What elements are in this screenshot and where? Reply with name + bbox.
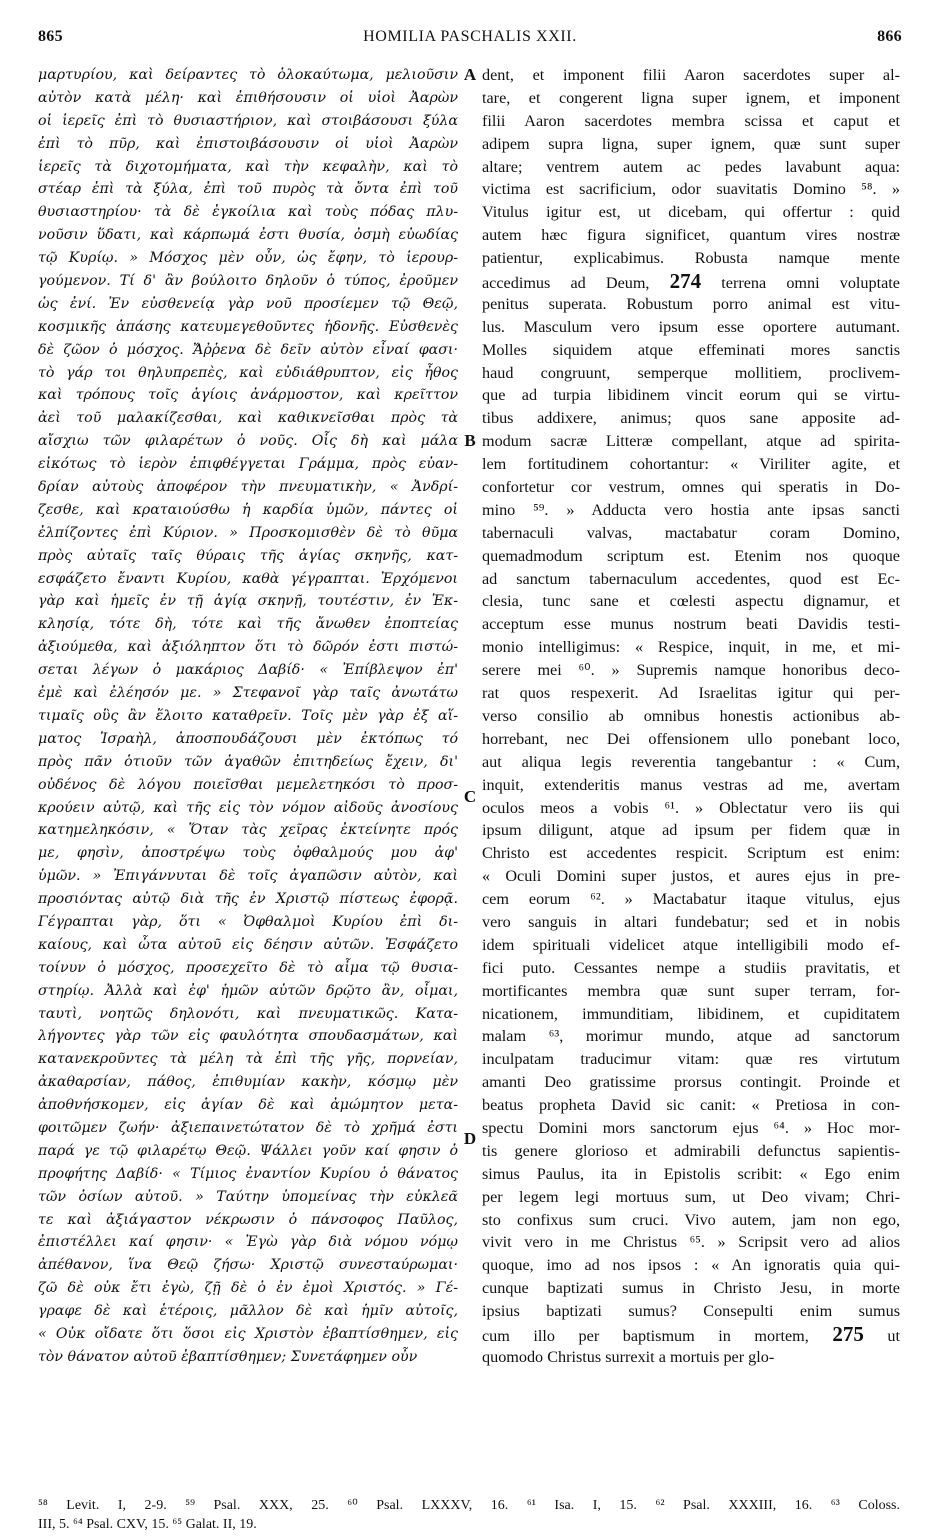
greek-text-line: πρὸς αὐταῖς ταῖς θύραις τῆς ἁγίας σκηνῆς, κατ- [38, 547, 458, 564]
latin-text-line: cunque baptizati sumus in Christo Jesu, in morte [482, 1279, 900, 1298]
latin-text-line: Molles siquidem atque effeminati mores sanctis [482, 340, 900, 359]
latin-text-line: inquit, extenderitis manus vestras ad me, avertam [482, 775, 900, 794]
latin-text-line: vero sanguis in altari fundebatur; sed et in nobis [482, 912, 900, 931]
latin-text-line: nicationem, immunditiam, libidinem, et cupiditatem [482, 1004, 900, 1023]
latin-text-line: penitus superata. Robustum porro animal est vitu- [482, 294, 900, 313]
running-title: HOMILIA PASCHALIS XXII. [363, 28, 577, 45]
greek-text-line: κρούειν αὐτῷ, καὶ τῆς εἰς τὸν νόμον αἰδοῦς ἀνοσίους [38, 799, 458, 816]
latin-text-line: mino ⁵⁹. » Adducta vero hostia ante ipsas sancti [482, 500, 900, 519]
text-columns [38, 64, 900, 1492]
greek-text-line: τοίνυν ὁ μόσχος, προσεχεῖτο δὲ τὸ αἷμα τῷ θυσια- [38, 959, 458, 976]
greek-text-line: ἀξιούμεθα, καὶ ἀξιόληπτον ὅτι τὸ δῶρόν ἐστι πιστώ- [38, 639, 458, 656]
greek-column [38, 64, 458, 1492]
latin-text-line: per legem legi mortuus sum, ut Deo vivam; Chri- [482, 1187, 900, 1206]
latin-text-line: fici puto. Cessantes nempe a studiis pravitatis, et [482, 958, 900, 977]
greek-text-line: τε καὶ ἀξιάγαστον νέκρωσιν ὁ πάνσοφος Παῦλος, [38, 1211, 458, 1228]
latin-text-line: ipsum diligunt, atque ad ipsum per fidem quæ in [482, 821, 900, 840]
latin-text-line: vivit vero in me Christus ⁶⁵. » Scripsit vero ad alios [482, 1233, 900, 1252]
latin-text-line [482, 270, 900, 293]
greek-text-line: καὶ τρόπους τοῖς ἁγίοις ἀνάρμοστον, καὶ κρεῖττον [38, 387, 458, 404]
greek-text-line: γραφε δὲ καὶ ἑτέροις, μᾶλλον δὲ καὶ ἡμῖν αὐτοῖς, [38, 1303, 458, 1320]
greek-text-line: τῶν ὁσίων αὐτοῦ. » Ταύτην ὑπομείνας τὴν εὐκλεᾶ [38, 1188, 458, 1205]
latin-text-line: lem fortitudinem cohortantur: « Viriliter agite, et [482, 455, 900, 474]
greek-text-line: ὡς ἐνί. Ἐν εὐσθενείᾳ γὰρ νοῦ προσίεμεν τῷ Θεῷ, [38, 295, 458, 312]
latin-text-line: aut aliqua legis reverentia tangebantur : « Cum, [482, 752, 900, 771]
latin-text-line: malam ⁶³, morimur mundo, atque ad sanctorum [482, 1027, 900, 1046]
greek-text-line: ἀποθνήσκομεν, εἰς ἁγίαν δὲ καὶ ἀμώμητον μετα- [38, 1097, 458, 1114]
text-fragment: terrena omni voluptate [701, 274, 900, 293]
greek-text-line: στηρίῳ. Ἀλλὰ καὶ ἐφ' ἡμῶν αὐτῶν δρῷτο ἂν, οἶμαι, [38, 982, 458, 999]
greek-text-line: Γέγραπται γὰρ, ὅτι « Ὀφθαλμοὶ Κυρίου ἐπὶ δι- [38, 913, 458, 930]
greek-text-line: αὐτὸν κατὰ μέλη· καὶ ἐπιθήσουσιν οἱ υἱοὶ Ἀαρὼν [38, 89, 458, 106]
greek-text-line: στέαρ ἐπὶ τὰ ξύλα, ἐπὶ τοῦ πυρὸς τὰ ὄντα ἐπὶ τοῦ [38, 181, 458, 198]
greek-text-line: λήγοντες γὰρ τῶν εἰς φαυλότητα σπουδασμάτων, καὶ [38, 1028, 458, 1045]
greek-text-line: φοιτῶμεν ζωήν· ἀξιεπαινετώτατον δὲ τὸ χρῆμά ἐστι [38, 1119, 458, 1136]
latin-text-line: ipsius baptizati sumus? Consepulti enim sumus [482, 1302, 900, 1321]
greek-text-line: ζεσθε, καὶ κραταιούσθω ἡ καρδία ὑμῶν, πάντες οἱ [38, 501, 458, 518]
latin-text-line: quemadmodum scriptum est. Etenim nos quoque [482, 546, 900, 565]
latin-text-line: altare; ventrem autem ac pedes lavabunt aqua: [482, 157, 900, 176]
greek-text-line: τιμαῖς οὓς ἂν ἕλοιτο καταθρεῖν. Τοῖς μὲν γὰρ ἐξ αἵ- [38, 707, 458, 724]
greek-text-line: ἐλπίζοντες ἐπὶ Κύριον. » Προσκομισθὲν δὲ τὸ θῦμα [38, 524, 458, 541]
latin-text-line: autem hæc figura significet, quantum vires nostræ [482, 226, 900, 245]
latin-text-line: idem spirituali videlicet atque intelligibili modo ef- [482, 935, 900, 954]
latin-text-line: filii Aaron sacerdotes membra scissa et caput et [482, 111, 900, 130]
greek-text-line: αἴσχιω τῶν φιλαρέτων ὁ νοῦς. Οἷς δὴ καὶ μάλα [38, 433, 458, 450]
latin-text-line: tibus addixere, animus; quos sane apposite ad- [482, 409, 900, 428]
latin-text-line: simus Paulus, ita in Epistolis scribit: « Ego enim [482, 1164, 900, 1183]
footnote-line: ⁵⁸ Levit. I, 2-9. ⁵⁹ Psal. XXX, 25. ⁶⁰ Psal. LXXXV, 16. ⁶¹ Isa. I, 15. ⁶² Psal. XXXIII, 16. ⁶³ Coloss. [38, 1498, 900, 1513]
latin-text-line: monio intelligimus: « Respice, inquit, in me, et mi- [482, 638, 900, 657]
greek-text-line: εσφάζετο ἔναντι Κυρίου, καθὰ γέγραπται. Ἐρχόμενοι [38, 570, 458, 587]
latin-text-line: victima est sacrificium, odor suavitatis Domino ⁵⁸. » [482, 180, 900, 199]
edition-page-number: 275 [832, 1321, 864, 1346]
latin-text-line: Vitulus igitur est, ut dicebam, qui offertur : quid [482, 203, 900, 222]
greek-text-line: ταυτὶ, νοητῶς δηλονότι, καὶ πνευματικῶς. Κατα- [38, 1005, 458, 1022]
latin-text-line: spectu Domini mors sanctorum ejus ⁶⁴. » Hoc mor- [482, 1118, 900, 1137]
edition-page-number: 274 [669, 269, 702, 294]
margin-marker-b: B [464, 431, 476, 450]
greek-text-line: με, φησὶν, ἀποστρέψω τοὺς ὀφθαλμούς μου ἀφ' [38, 845, 458, 862]
latin-text-line: confortetur cor vestrum, omnes qui speratis in Do- [482, 478, 900, 497]
latin-text-line: patientur, explicabimus. Robusta namque mente [482, 249, 900, 268]
latin-text-line: tis genere glorioso et admirabili defunctus sapientis- [482, 1141, 900, 1160]
latin-text-line: haud congruunt, semperque mollitiem, proclivem- [482, 363, 900, 382]
text-fragment: accedimus ad Deum, [482, 274, 670, 293]
greek-text-line: παρά γε τῷ φιλαρέτῳ Θεῷ. Ψάλλει γοῦν καί φησιν ὁ [38, 1142, 458, 1159]
greek-text-line: κατημεληκόσιν, « Ὅταν τὰς χεῖρας ἐκτείνητε πρός [38, 822, 458, 839]
latin-text-line: inculpatam traducimur vitam: quæ res virtutum [482, 1050, 900, 1069]
latin-text-line: que ad turpia libidinem vincit eorum qui se virtu- [482, 386, 900, 405]
latin-text-line: tabernaculi valvas, mactabatur coram Domino, [482, 523, 900, 542]
greek-text-line: σεται λέγων ὁ μακάριος Δαβίδ· « Ἐπίβλεψον ἐπ' [38, 662, 458, 679]
margin-marker-c: C [463, 787, 477, 806]
greek-text-line: θυσιαστηρίου· τὰ δὲ ἐγκοίλια καὶ τοὺς πόδας πλυ- [38, 204, 458, 221]
greek-text-line: γούμενον. Τί δ' ἂν βούλοιτο δηλοῦν ὁ τύπος, ἐροῦμεν [38, 273, 458, 290]
latin-text-line: Christo est accedentes respicit. Scriptum est enim: [482, 844, 900, 863]
greek-text-line: ἀκαθαρσίαν, πάθος, ἐπιθυμίαν κακὴν, κόσμῳ μὲν [38, 1074, 458, 1091]
greek-text-line: τὸν θάνατον αὐτοῦ ἐβαπτίσθημεν; Συνετάφημεν οὖν [38, 1348, 418, 1365]
page-number-right: 866 [877, 28, 902, 45]
greek-text-line: τῷ Κυρίῳ. » Μόσχος μὲν οὖν, ὡς ἔφην, τὸ ἱερουρ- [38, 250, 458, 267]
greek-text-line: δρίαν αὐτοὺς ἀποφέρον τὴν πνευματικὴν, « Ἀνδρί- [38, 479, 458, 496]
latin-text-line: « Oculi Domini super justos, et aures ejus in pre- [482, 867, 900, 886]
greek-text-line: « Οὐκ οἴδατε ὅτι ὅσοι εἰς Χριστὸν ἐβαπτίσθημεν, εἰς [38, 1325, 458, 1342]
latin-text-line [482, 1323, 900, 1346]
latin-text-line: serere mei ⁶⁰. » Supremis namque honoribus deco- [482, 661, 900, 680]
latin-text-line: clesia, tunc sane et cœlesti aspectu dignamur, et [482, 592, 900, 611]
latin-text-line: horrebant, nec Dei offensionem ullo ponebant loco, [482, 729, 900, 748]
greek-text-line: ἀεὶ τοῦ μαλακίζεσθαι, καὶ καθικνεῖσθαι πρὸς τὰ [38, 410, 458, 427]
latin-text-line: quomodo Christus surrexit a mortuis per glo- [482, 1347, 775, 1366]
greek-text-line: ζῶ δὲ οὐκ ἔτι ἐγὼ, ζῇ δὲ ὁ ἐν ἐμοὶ Χριστός. » Γέ- [38, 1280, 458, 1297]
greek-text-line: προφήτης Δαβίδ· « Τίμιος ἐναντίον Κυρίου ὁ θάνατος [38, 1165, 458, 1182]
latin-text-line: beatus propheta David sic canit: « Pretiosa in con- [482, 1096, 900, 1115]
latin-text-line: lus. Masculum vero ipsum esse oportere autumant. [482, 317, 900, 336]
latin-text-line: rat quos respexerit. Ad Israelitas igitur qui per- [482, 684, 900, 703]
greek-text-line: προσιόντας αὐτῷ διὰ τῆς ἐν Χριστῷ πίστεως ἐφορᾷ. [38, 891, 458, 908]
greek-text-line: μαρτυρίου, καὶ δείραντες τὸ ὁλοκαύτωμα, μελιοῦσιν [38, 67, 458, 83]
greek-text-line: κοσμικῆς ἁπάσης κατευμεγεθοῦντες ἡδονῆς. Εὐσθενὲς [38, 318, 458, 335]
latin-text-line: dent, et imponent filii Aaron sacerdotes super al- [482, 66, 900, 84]
margin-marker-d: D [463, 1129, 477, 1148]
greek-text-line: οἱ ἱερεῖς ἐπὶ τὸ θυσιαστήριον, καὶ στοιβάσουσι ξύλα [38, 112, 458, 129]
latin-column [482, 64, 900, 1492]
greek-text-line: κατανεκροῦντες τὰ μέλη τὰ ἐπὶ τῆς γῆς, πορνείαν, [38, 1051, 458, 1068]
latin-text-line: acceptum esse munus nostrum beati Davidis testi- [482, 615, 900, 634]
greek-text-line: πρὸς πᾶν ὁτιοῦν τῶν ἀγαθῶν ἐπιτηδείως ἔχειν, δι' [38, 753, 458, 770]
latin-text-line: verso consilio ab omnibus honestis actionibus ab- [482, 706, 900, 725]
latin-text-line: cem eorum ⁶². » Mactabatur itaque vitulus, ejus [482, 890, 900, 909]
text-fragment: ut [863, 1326, 900, 1345]
greek-text-line: οὐδένος δὲ λόγου ποιεῖσθαι μεμελετηκόσι τὸ προσ- [38, 776, 458, 793]
running-header [38, 28, 902, 58]
latin-text-line: amanti Deo gratissime prorsus contingit. Proinde et [482, 1073, 900, 1092]
greek-text-line: κλησίᾳ, τότε δὴ, τότε καὶ τῆς ἄνωθεν ἐποπτείας [38, 616, 458, 633]
greek-text-line: καίους, καὶ ὦτα αὐτοῦ εἰς δέησιν αὐτῶν. Ἐσφάζετο [38, 936, 458, 953]
greek-text-line: εἰκότως τὸ ἱερὸν ἐπιφθέγγεται Γράμμα, πρὸς εὐαν- [38, 456, 458, 473]
text-fragment: cum illo per baptismum in mortem, [482, 1326, 833, 1345]
latin-text-line: adipem supra ligna, super ignem, quæ sunt super [482, 134, 900, 153]
latin-text-line: sto confixus sum cruci. Vivo autem, jam non ego, [482, 1210, 900, 1229]
greek-text-line: ἐπιστέλλει καί φησιν· « Ἐγὼ γὰρ διὰ νόμου νόμῳ [38, 1234, 458, 1251]
greek-text-line: ὑμῶν. » Ἐπιγάννυται δὲ τοῖς ἀγαπῶσιν αὐτὸν, καὶ [38, 868, 458, 885]
footnotes [38, 1496, 900, 1534]
greek-text-line: νοῦσιν ὕδατι, καὶ κάρπωμά ἐστι θυσία, ὀσμὴ εὐωδίας [38, 227, 458, 244]
greek-text-line: γὰρ καὶ ἡμεῖς ἐν τῇ ἁγίᾳ σκηνῇ, τουτέστιν, ἐν Ἐκ- [38, 593, 458, 610]
footnote-line: III, 5. ⁶⁴ Psal. CXV, 15. ⁶⁵ Galat. II, 19. [38, 1517, 257, 1532]
latin-text-line: modum sacræ Litteræ compellant, atque ad spirita- [482, 432, 900, 451]
greek-text-line: δὲ ζῶον ὁ μόσχος. Ἄῤῥενα δὲ δεῖν αὐτὸν εἶναί φασι· [38, 341, 458, 358]
greek-text-line: ματος Ἰσραὴλ, ἀποσπουδάζουσι μὲν ἐκτόπως τό [38, 730, 458, 747]
latin-text-line: oculos meos a vobis ⁶¹. » Oblectatur vero iis qui [482, 798, 900, 817]
latin-text-line: quoque, imo ad nos ipsos : « An ignoratis quia qui- [482, 1256, 900, 1275]
page-number-left: 865 [38, 28, 63, 45]
greek-text-line: ἱερεῖς τὰ διχοτομήματα, καὶ τὴν κεφαλὴν, καὶ τὸ [38, 158, 458, 175]
greek-text-line: ἐμὲ καὶ ἐλέησόν με. » Στεφανοῖ γὰρ ταῖς ἀνωτάτω [38, 685, 458, 702]
greek-text-line: ἐπὶ τὸ πῦρ, καὶ ἐπιστοιβάσουσιν οἱ υἱοὶ Ἀαρὼν [38, 135, 458, 152]
latin-text-line: tare, et congerent ligna super ignem, et imponent [482, 88, 900, 107]
latin-text-line: ad sanctum tabernaculum accedentes, quod est Ec- [482, 569, 900, 588]
greek-text-line: τὸ γάρ τοι θηλυπρεπὲς, καὶ εὐδιάθρυπτον, εἰς ἦθος [38, 364, 458, 381]
latin-text-line: mortificantes membra quæ sunt super terram, for- [482, 981, 900, 1000]
margin-marker-a: A [463, 65, 477, 84]
greek-text-line: ἀπέθανον, ἵνα Θεῷ ζήσω· Χριστῷ συνεσταύρωμαι· [38, 1257, 458, 1274]
